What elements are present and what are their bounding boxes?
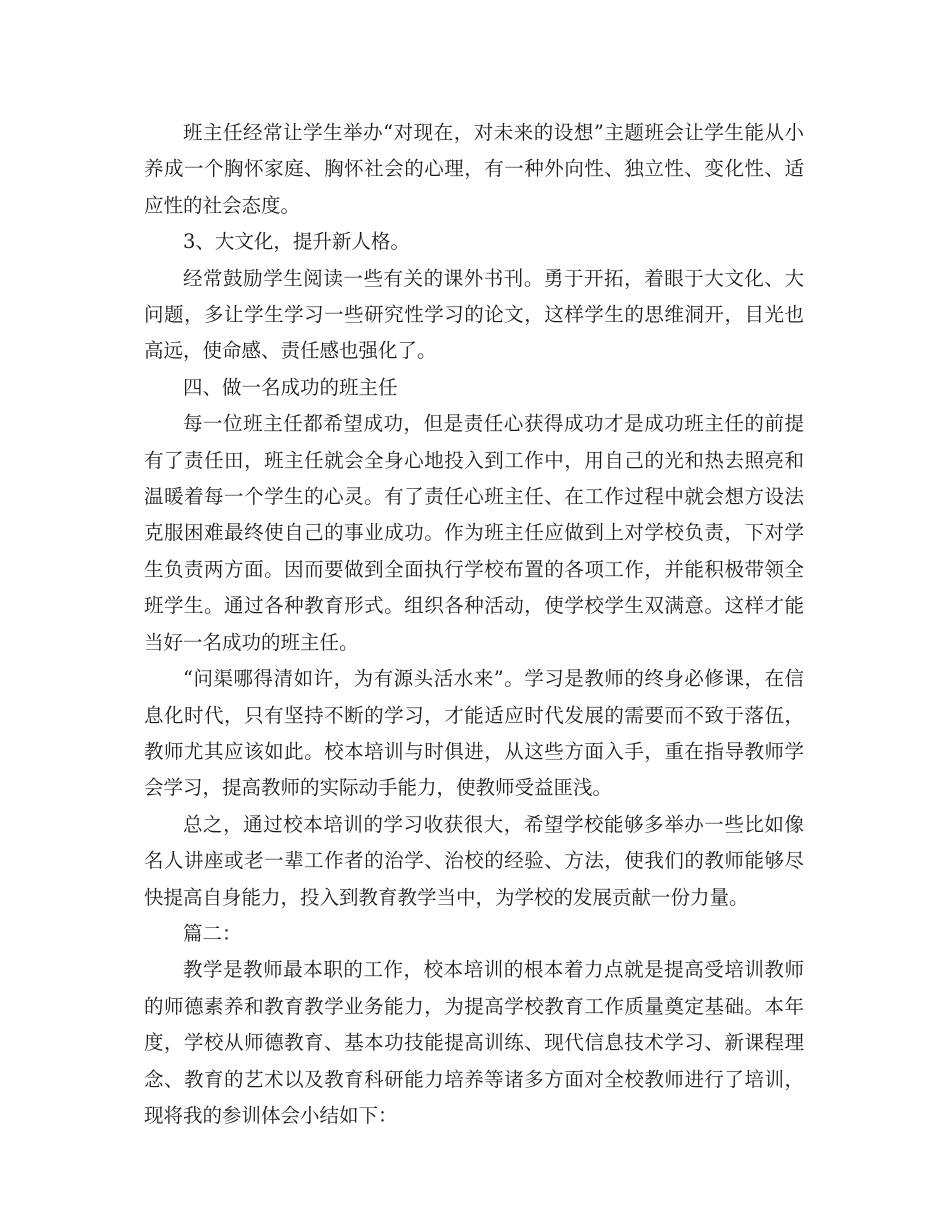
- paragraph-reading: 经常鼓励学生阅读一些有关的课外书刊。勇于开拓，着眼于大文化、大问题，多让学生学习一些研究性学习的论文，这样学生的思维洞开，目光也高远，使命感、责任感也强化了。: [144, 266, 804, 363]
- heading-successful-teacher: 四、做一名成功的班主任: [183, 375, 398, 399]
- paragraph-class-meeting: 班主任经常让学生举办“对现在，对未来的设想”主题班会让学生能从小养成一个胸怀家庭、胸怀社会的心理，有一种外向性、独立性、变化性、适应性的社会态度。: [144, 121, 804, 217]
- heading-big-culture: 3、大文化，提升新人格。: [183, 230, 410, 254]
- paragraph-learning: “问渠哪得清如许，为有源头活水来”。学习是教师的终身必修课，在信息化时代，只有坚持不断的学习，才能适应时代发展的需要而不致于落伍，教师尤其应该如此。校本培训与时俱进，从这些方面入手，重在指导教师学会学习，提高教师的实际动手能力，使教师受益匪浅。: [144, 667, 804, 800]
- document-body: [144, 115, 804, 1134]
- paragraph-conclusion: 总之，通过校本培训的学习收获很大，希望学校能够多举办一些比如像名人讲座或老一辈工作者的治学、治校的经验、方法，使我们的教师能够尽快提高自身能力，投入到教育教学当中，为学校的发展贡献一份力量。: [144, 812, 804, 909]
- paragraph-responsibility: 每一位班主任都希望成功，但是责任心获得成功才是成功班主任的前提有了责任田，班主任就会全身心地投入到工作中，用自己的光和热去照亮和温暖着每一个学生的心灵。有了责任心班主任、在工作过程中就会想方设法克服困难最终使自己的事业成功。作为班主任应做到上对学校负责，下对学生负责两方面。因而要做到全面执行学校布置的各项工作，并能积极带领全班学生。通过各种教育形式。组织各种活动，使学校学生双满意。这样才能当好一名成功的班主任。: [144, 412, 804, 654]
- paragraph-teaching-training: 教学是教师最本职的工作，校本培训的根本着力点就是提高受培训教师的师德素养和教育教学业务能力，为提高学校教育工作质量奠定基础。本年度，学校从师德教育、基本功技能提高训练、现代信息技术学习、新课程理念、教育的艺术以及教育科研能力培养等诸多方面对全校教师进行了培训，现将我的参训体会小结如下：: [144, 958, 804, 1127]
- heading-part-two: 篇二：: [183, 921, 242, 945]
